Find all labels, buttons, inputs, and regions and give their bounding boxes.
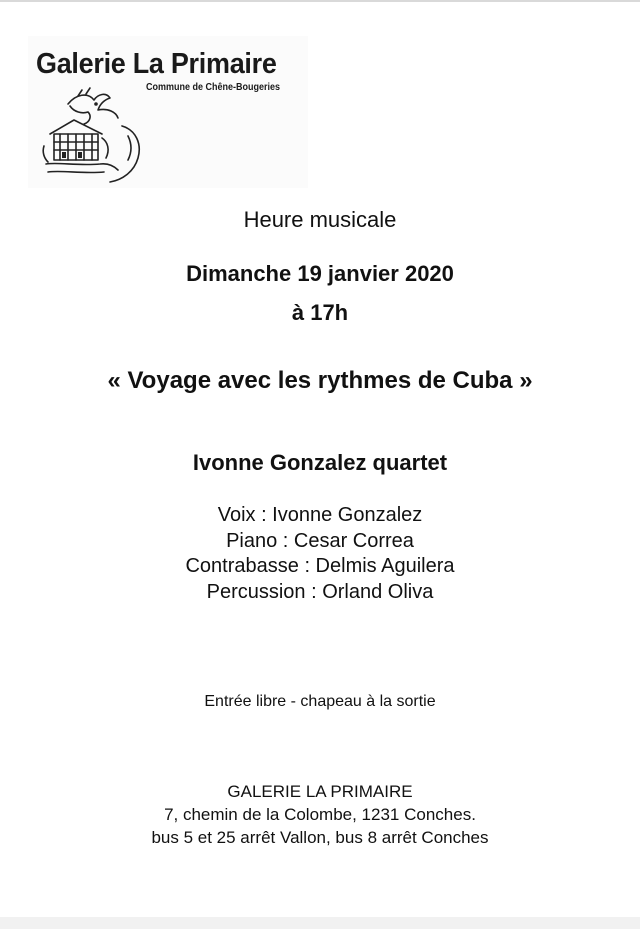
musician-line: Piano : Cesar Correa	[226, 529, 414, 552]
musician-line: Contrabasse : Delmis Aguilera	[185, 555, 455, 577]
venue-street: 7, chemin de la Colombe, 1231 Conches.	[164, 805, 476, 824]
venue-transport: bus 5 et 25 arrêt Vallon, bus 8 arrêt Conches	[151, 828, 489, 847]
event-date: Dimanche 19 janvier 2020	[186, 261, 454, 286]
event-heading: Heure musicale	[243, 207, 397, 232]
musician-line: Percussion : Orland Oliva	[206, 580, 434, 603]
venue-name: GALERIE LA PRIMAIRE	[227, 782, 413, 801]
musician-list	[0, 503, 640, 605]
gallery-logo	[28, 36, 308, 188]
logo-subtitle: Commune de Chêne-Bougeries	[146, 82, 281, 93]
top-divider	[0, 0, 640, 2]
event-time: à 17h	[291, 300, 349, 325]
logo-title: Galerie La Primaire	[36, 48, 277, 80]
address-block	[0, 780, 640, 849]
line-drawing-icon	[38, 86, 158, 186]
musician-line: Voix : Ivonne Gonzalez	[217, 504, 423, 526]
entry-info: Entrée libre - chapeau à la sortie	[204, 693, 436, 710]
event-title: « Voyage avec les rythmes de Cuba »	[107, 367, 533, 394]
group-name: Ivonne Gonzalez quartet	[192, 450, 448, 475]
bottom-divider	[0, 917, 640, 929]
